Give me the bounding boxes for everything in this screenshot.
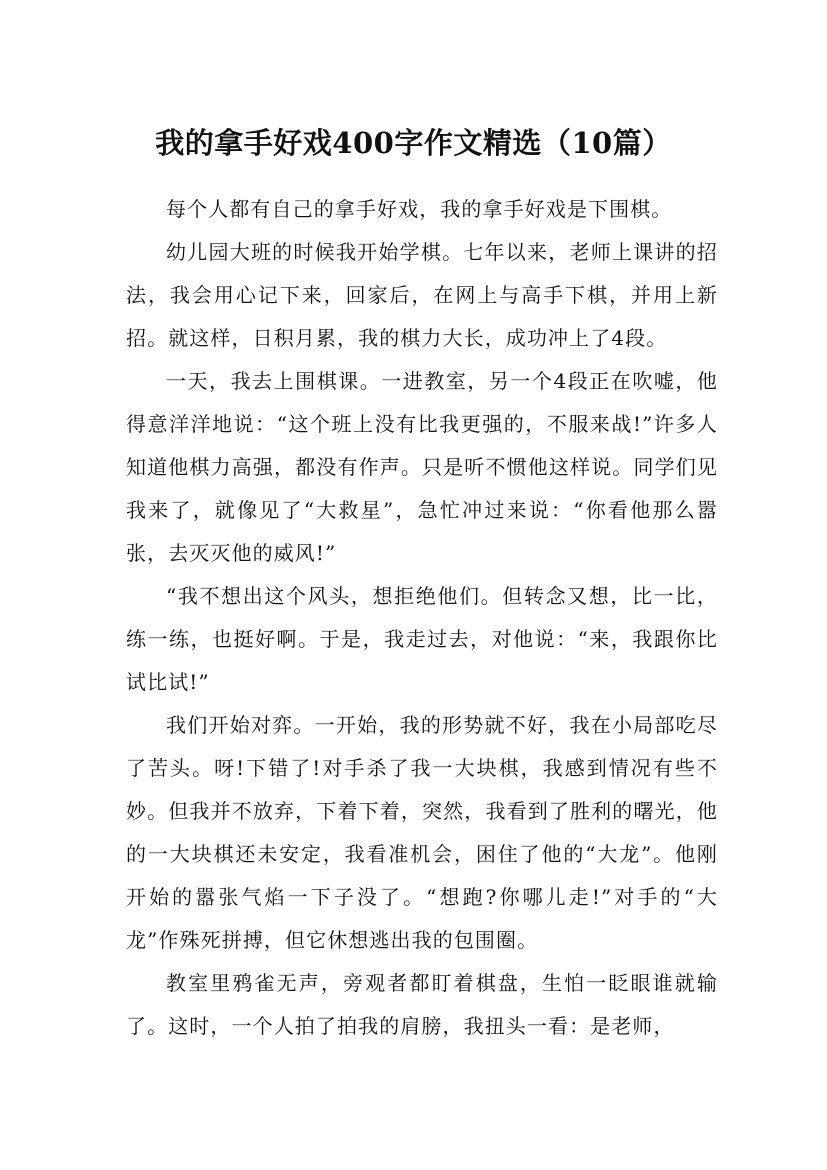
document-body <box>126 188 718 1048</box>
document-title: 我的拿手好戏400字作文精选（10篇） <box>155 126 672 161</box>
paragraph-1: 每个人都有自己的拿手好戏，我的拿手好戏是下围棋。 <box>166 197 673 221</box>
paragraph-6: 教室里鸦雀无声，旁观者都盯着棋盘，生怕一眨眼谁就输了。这时，一个人拍了拍我的肩膀，我扭头一看：是老师， <box>126 971 718 1038</box>
paragraph-5: 我们开始对弈。一开始，我的形势就不好，我在小局部吃尽了苦头。呀!下错了!对手杀了我一大块棋，我感到情况有些不妙。但我并不放弃，下着下着，突然，我看到了胜利的曙光，他的一大块棋还未安定，我看准机会，困住了他的“大龙”。他刚开始的嚣张气焰一下子没了。“想跑?你哪儿走!”对手的“大龙”作殊死拼搏，但它休想逃出我的包围圈。 <box>126 713 718 952</box>
paragraph-2: 幼儿园大班的时候我开始学棋。七年以来，老师上课讲的招法，我会用心记下来，回家后，在网上与高手下棋，并用上新招。就这样，日积月累，我的棋力大长，成功冲上了4段。 <box>126 240 718 350</box>
paragraph-3: 一天，我去上围棋课。一进教室，另一个4段正在吹嘘，他得意洋洋地说：“这个班上没有比我更强的，不服来战!”许多人知道他棋力高强，都没有作声。只是听不惯他这样说。同学们见我来了，就像见了“大救星”，急忙冲过来说：“你看他那么嚣张，去灭灭他的威风!” <box>126 369 718 565</box>
paragraph-4: “我不想出这个风头，想拒绝他们。但转念又想，比一比，练一练，也挺好啊。于是，我走过去，对他说：“来，我跟你比试比试!” <box>126 584 718 694</box>
